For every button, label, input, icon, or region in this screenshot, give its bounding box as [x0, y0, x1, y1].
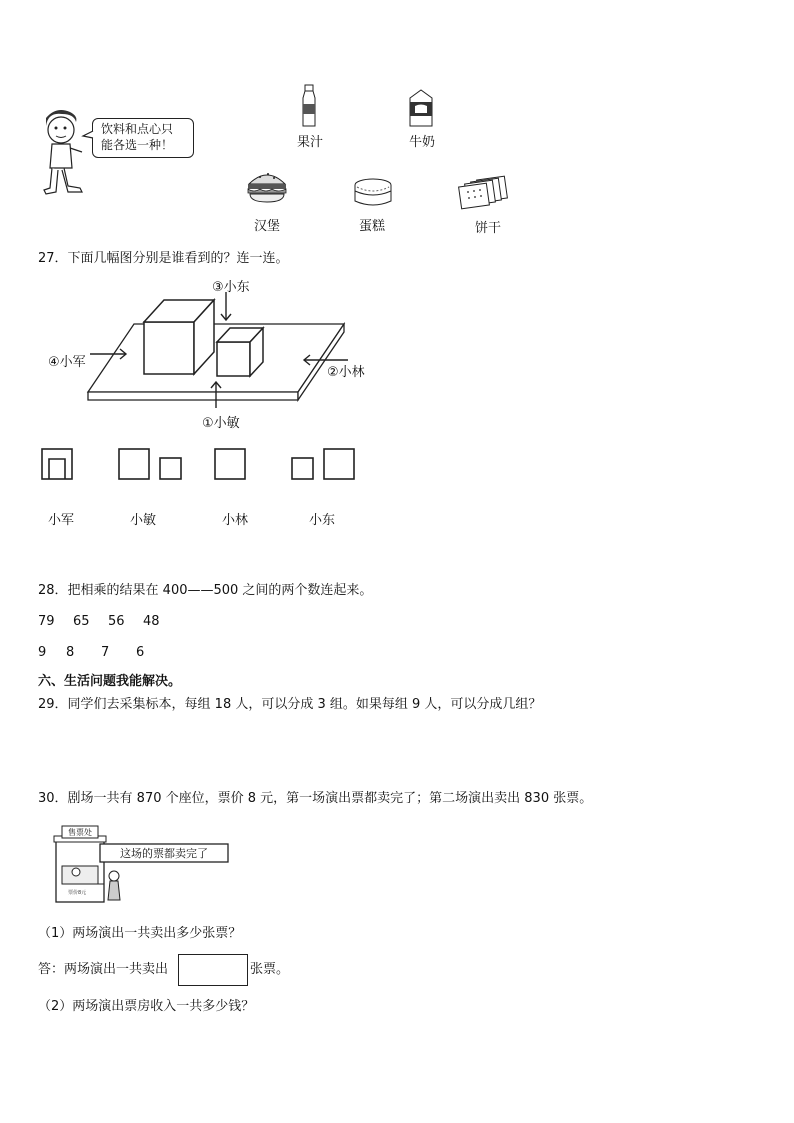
q28-text: 28．把相乘的结果在 400——500 之间的两个数连起来。	[38, 583, 373, 598]
q28-number-8[interactable]: 8	[66, 645, 75, 660]
milk-carton-icon	[406, 88, 436, 128]
view-option-3[interactable]	[214, 448, 248, 480]
view-option-1[interactable]	[41, 448, 75, 480]
booth-sign: 售票处	[68, 828, 92, 837]
observer-top-label: ③小东	[212, 280, 250, 295]
q30-text: 30．剧场一共有 870 个座位，票价 8 元，第一场演出票都卖完了；第二场演出卖出 830 张票。	[38, 791, 593, 806]
milk-label: 牛奶	[408, 135, 435, 150]
juice-bottle-icon	[300, 84, 318, 128]
speech-line-2: 能各选一种！	[101, 138, 174, 152]
biscuit-icon	[458, 176, 510, 210]
q28-number-6[interactable]: 6	[136, 645, 145, 660]
biscuit-label: 饼干	[474, 221, 501, 236]
name-item-1[interactable]: 小军	[48, 513, 75, 528]
q28-number-48[interactable]: 48	[143, 614, 160, 629]
q28-number-9[interactable]: 9	[38, 645, 47, 660]
q27-text: 27．下面几幅图分别是谁看到的？连一连。	[38, 251, 289, 266]
juice-label: 果汁	[296, 135, 323, 150]
booth-counter-note: 票价8元	[68, 890, 87, 896]
cake-icon	[353, 177, 393, 209]
q28-number-7[interactable]: 7	[101, 645, 110, 660]
q30-answer-prefix: 答：两场演出一共卖出	[38, 962, 169, 977]
speech-bubble	[92, 118, 194, 158]
speech-tail	[82, 130, 94, 140]
name-item-3[interactable]: 小林	[222, 513, 249, 528]
q28-number-56[interactable]: 56	[108, 614, 125, 629]
speech-line-1: 饮料和点心只	[101, 122, 174, 136]
burger-label: 汉堡	[253, 219, 280, 234]
name-item-4[interactable]: 小东	[309, 513, 336, 528]
q30-answer-suffix: 张票。	[250, 962, 290, 977]
q30-sub1-text: （1）两场演出一共卖出多少张票？	[38, 926, 242, 941]
view-option-2[interactable]	[118, 448, 184, 480]
observer-bottom-label: ①小敏	[202, 416, 240, 431]
booth-banner: 这场的票都卖完了	[120, 847, 208, 860]
q30-sub2-text: （2）两场演出票房收入一共多少钱？	[38, 999, 255, 1014]
q27-scene-diagram	[40, 280, 360, 400]
name-item-2[interactable]: 小敏	[130, 513, 157, 528]
view-option-4[interactable]	[291, 448, 357, 480]
burger-icon	[246, 168, 288, 206]
boy-illustration	[34, 108, 94, 198]
q29-text: 29．同学们去采集标本，每组 18 人，可以分成 3 组。如果每组 9 人，可以分成几组？	[38, 697, 542, 712]
observer-right-label: ②小林	[327, 365, 365, 380]
observer-left-label: ④小军	[48, 355, 86, 370]
section-6-heading: 六、生活问题我能解决。	[38, 674, 182, 689]
q28-number-65[interactable]: 65	[73, 614, 90, 629]
cake-label: 蛋糕	[358, 219, 385, 234]
ticket-booth-illustration	[52, 824, 232, 904]
answer-input-box[interactable]	[178, 954, 248, 986]
q28-number-79[interactable]: 79	[38, 614, 55, 629]
